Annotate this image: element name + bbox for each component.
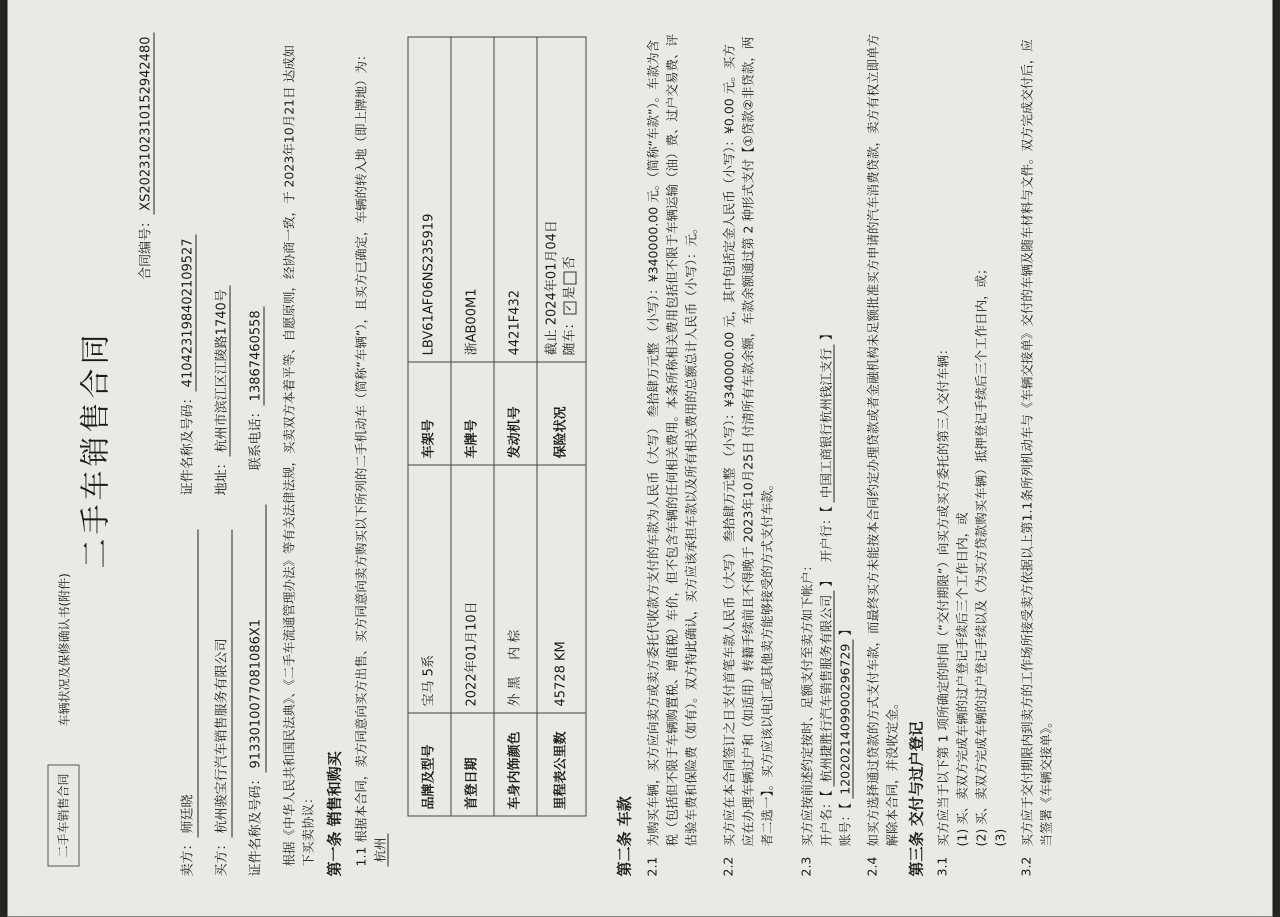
- insurance-label: 保险状况: [537, 362, 586, 465]
- clause-2-1-number: 2.1: [644, 856, 660, 877]
- header-tab: 二手车销售合同: [48, 764, 80, 866]
- article-3-title: 第三条 交付与过户登记: [907, 721, 926, 877]
- clause-2-3: 买方应按前述约定按时、足额支付至卖方如下帐户： 开户名：【 杭州捷胜行汽车销售服务有限公司 】 开户行：【 中国工商银行杭州钱江支行 】 账号：【 1202021409900296729 】: [799, 327, 853, 847]
- clause-2-4-number: 2.4: [864, 856, 880, 877]
- clause-1-1: 1.1 根据本合同，卖方同意向买方出售、买方同意向卖方购买以下所列的二手机动车（简称“车辆”），且买方已确定，车辆的转入地（即上牌地）为： 杭州: [353, 48, 388, 867]
- document-title: 二手车销售合同: [78, 330, 114, 569]
- clause-2-3-number: 2.3: [798, 856, 814, 877]
- color-label: 车身内饰颜色: [494, 713, 537, 816]
- contract-page: [8, 0, 1273, 917]
- header-note: 车辆状况及保修确认书(附件): [57, 573, 72, 727]
- clause-3-2-number: 3.2: [1018, 856, 1034, 877]
- clause-2-2-number: 2.2: [720, 856, 736, 877]
- clause-3-1-number: 3.1: [934, 856, 950, 877]
- clause-2-1: 为购买车辆，买方应向卖方或卖方委托代收款方支付的车款为人民币（大写） 叁拾肆万元整 （小写）：¥340000.00 元。（简称“车款”）。车款为含税（包括但不限于车辆购置税、增值税）车价，但不包含车辆的任何相关费用。本条所称相关费用包括但不限于车辆运输（油）费、过户交易费、评估验车费和保险费（如有）。双方特此确认，买方应该承担车款以及所有相关费用的总额总计人民币（小写）：元。: [645, 33, 699, 847]
- buyer-id-row: 证件名称及号码：91330100770810​86X1 联系电话：13867460558: [248, 306, 267, 876]
- clause-3-1: 买方应当于以下第 1 项所确定的时间（“交付期限”）向买方或买方委托的第三人交付车辆： (1) 买、卖双方完成车辆的过户登记手续后三个工作日内，或 (2) 买、卖双方完成车辆的过户登记手续以及（为买方贷款购买车辆）抵押登记手续后三个工作日内，或； (3): [935, 262, 1008, 847]
- plate-value: 浙AB00M1: [451, 37, 494, 362]
- brand-value: 宝马 5系: [408, 465, 451, 713]
- checkbox-checked-icon: ✓: [564, 301, 577, 314]
- clause-3-2: 买方应于交付期限内到卖方的工作场所接受卖方依据以上第1.1条所列机动车与《车辆交接单》交付的车辆及随车材料与文件。双方完成交付后，应当签署《车辆交接单》。: [1019, 39, 1054, 847]
- engine-label: 发动机号: [494, 362, 537, 465]
- vin-label: 车架号: [408, 362, 451, 465]
- reg-label: 首登日期: [451, 713, 494, 816]
- insurance-value: 截止 2024年01月04日 随车：✓是否: [537, 37, 586, 362]
- seller-row: 卖方：师廷晓 证件名称及号码：410423198402109527: [180, 234, 199, 876]
- buyer-row: 买方：杭州骏宝行汽车销售服务有限公司 地址：杭州市滨江区江陵路1740号: [214, 285, 233, 876]
- clause-2-2: 买方应在本合同签订之日支付首笔车款人民币（大写） 叁拾肆万元整 （小写）：¥340000.00 元，其中包括定金人民币（小写）：¥0.00 元。买方应在办理车辆过户和（如适用）转籍手续前且不得晚于 2023年10月25日 付清所有车款余额，车款余额通过第 2 种形式支付【①贷款②非贷款，两者二选一】。买方应该以电汇或其他卖方能够接受的方式支付车款。: [721, 36, 775, 847]
- engine-value: 4421F432: [494, 37, 537, 362]
- clause-2-4: 如买方选择通过贷款的方式支付车款，而最终买方未能按本合同约定办理贷款或者金融机构未足额批准买方申请的汽车消费贷款，卖方有权立即单方解除本合同，并没收定金。: [865, 33, 900, 847]
- article-2-title: 第二条 车款: [615, 796, 634, 877]
- contract-number: 合同编号：XS20231023101529424​80: [138, 33, 156, 280]
- km-label: 里程表公里数: [537, 713, 586, 816]
- checkbox-empty-icon: [564, 271, 577, 284]
- article-1-title: 第一条 销售和购买: [325, 751, 344, 877]
- brand-label: 品牌及型号: [408, 713, 451, 816]
- vin-value: LBV61AF06NS235919: [408, 37, 451, 362]
- color-value: 外 黑 内 棕: [494, 465, 537, 713]
- vehicle-table: [408, 37, 587, 817]
- km-value: 45728 KM: [537, 465, 586, 713]
- plate-label: 车牌号: [451, 362, 494, 465]
- reg-value: 2022年01月10日: [451, 465, 494, 713]
- preamble: 根据《中华人民共和国民法典》、《二手车流通管理办法》等有关法律法规，买卖双方本着平等、自愿原则，经协商一致，于 2023年10月21日 达成如下买卖协议：: [281, 44, 316, 867]
